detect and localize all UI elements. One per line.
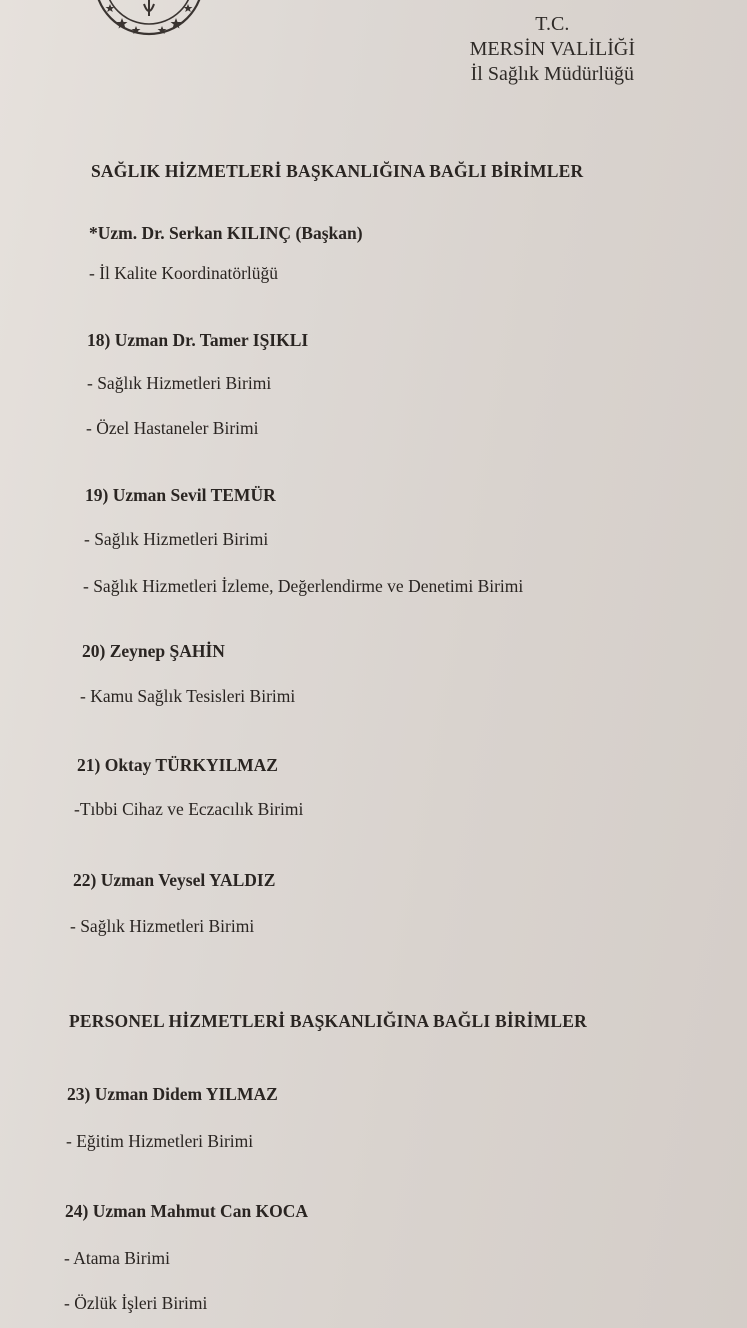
unit-item: - Özel Hastaneler Birimi xyxy=(86,418,259,438)
letterhead xyxy=(470,12,635,87)
letterhead-directorate: İl Sağlık Müdürlüğü xyxy=(470,63,634,85)
section-title: PERSONEL HİZMETLERİ BAŞKANLIĞINA BAĞLI BİRİMLER xyxy=(69,1011,587,1031)
unit-item: -Tıbbi Cihaz ve Eczacılık Birimi xyxy=(74,799,304,819)
person-name: 20) Zeynep ŞAHİN xyxy=(82,641,225,661)
letterhead-country: T.C. xyxy=(535,13,570,35)
person-name: *Uzm. Dr. Serkan KILINÇ (Başkan) xyxy=(89,223,363,243)
unit-item: - Atama Birimi xyxy=(64,1248,170,1268)
unit-item: - Sağlık Hizmetleri Birimi xyxy=(84,529,269,549)
unit-item: - İl Kalite Koordinatörlüğü xyxy=(89,263,279,283)
person-name: 22) Uzman Veysel YALDIZ xyxy=(73,870,276,890)
unit-item: - Özlük İşleri Birimi xyxy=(64,1293,208,1313)
letterhead-governorship: MERSİN VALİLİĞİ xyxy=(469,38,635,60)
unit-item: - Kamu Sağlık Tesisleri Birimi xyxy=(80,686,296,706)
person-name: 19) Uzman Sevil TEMÜR xyxy=(85,485,276,505)
unit-item: - Sağlık Hizmetleri Birimi xyxy=(87,373,272,393)
person-name: 24) Uzman Mahmut Can KOCA xyxy=(65,1201,309,1221)
unit-item: - Sağlık Hizmetleri Birimi xyxy=(70,916,255,936)
section-title: SAĞLIK HİZMETLERİ BAŞKANLIĞINA BAĞLI BİRİMLER xyxy=(91,161,584,181)
unit-item: - Eğitim Hizmetleri Birimi xyxy=(66,1131,254,1151)
person-name: 21) Oktay TÜRKYILMAZ xyxy=(77,755,278,775)
person-name: 18) Uzman Dr. Tamer IŞIKLI xyxy=(87,330,309,350)
unit-item: - Sağlık Hizmetleri İzleme, Değerlendirme ve Denetimi Birimi xyxy=(83,576,524,596)
person-name: 23) Uzman Didem YILMAZ xyxy=(67,1084,278,1104)
ministry-seal-icon xyxy=(92,0,206,36)
